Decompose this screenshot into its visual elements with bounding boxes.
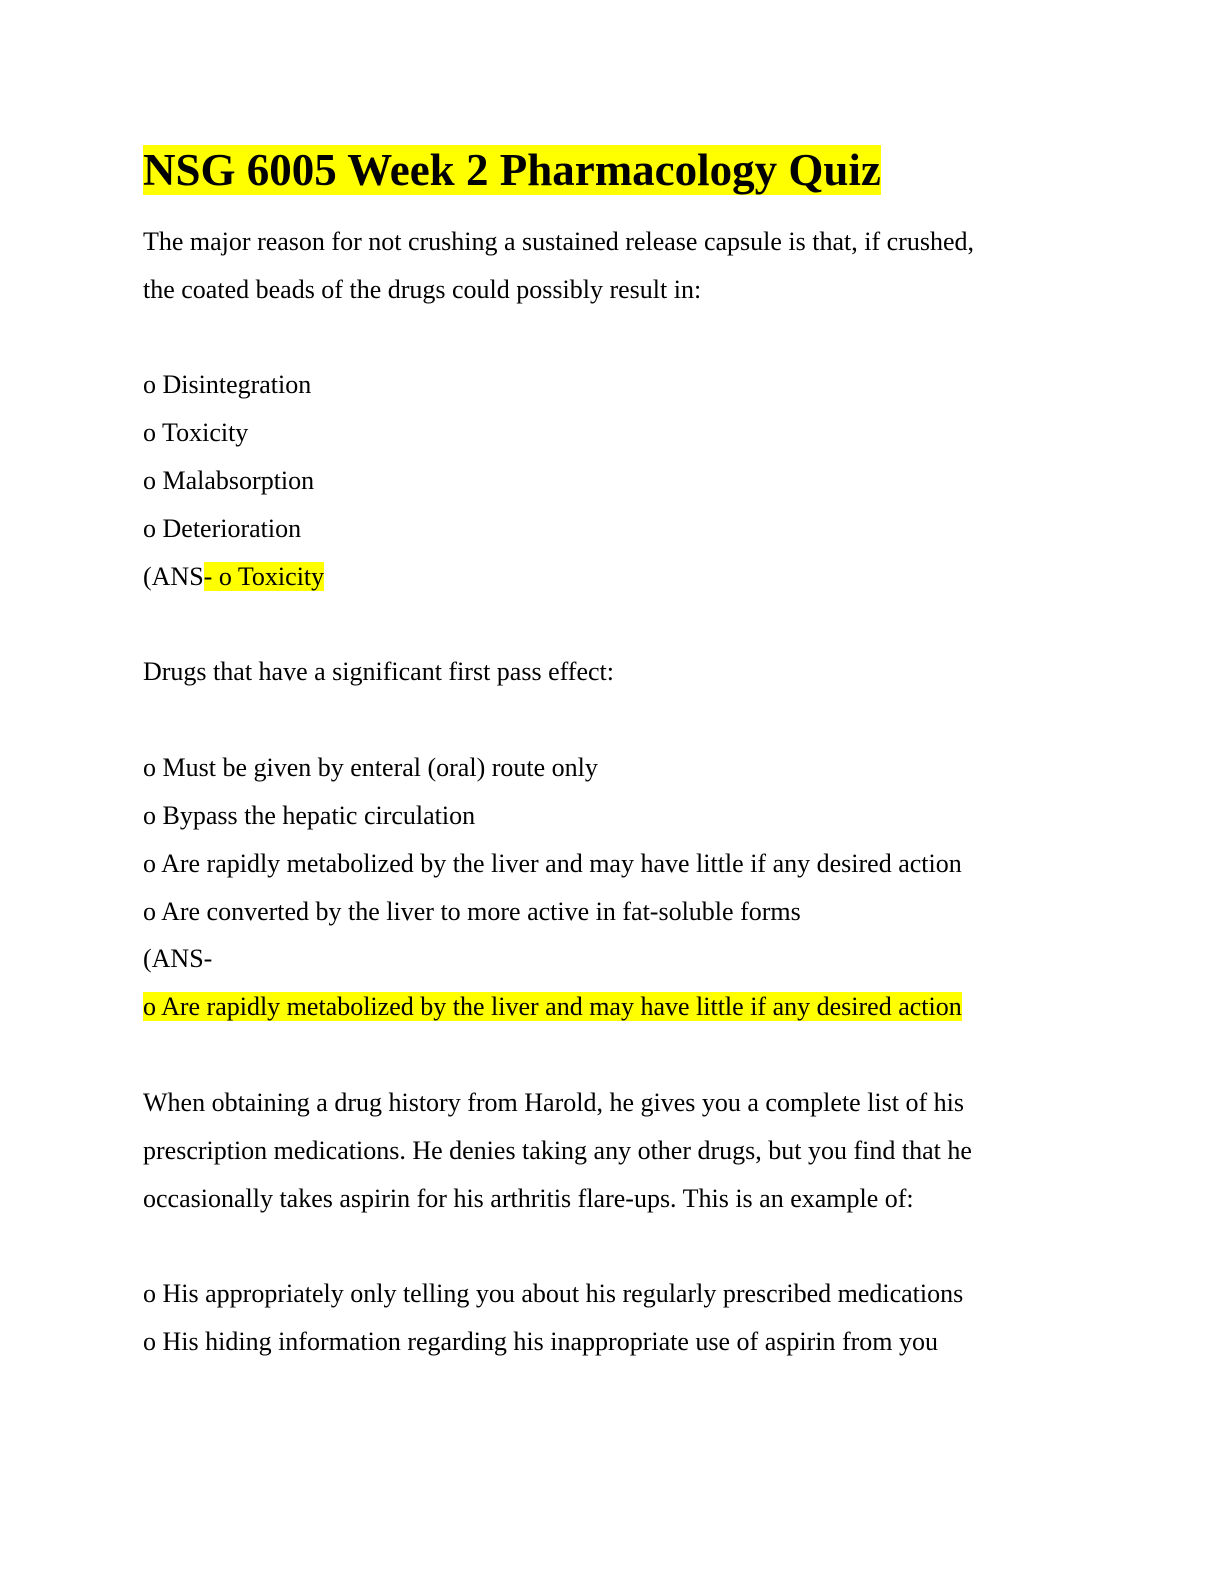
q2-answer xyxy=(143,990,962,1024)
q3-stem-line-3: occasionally takes aspirin for his arthritis flare-ups. This is an example of: xyxy=(143,1184,914,1213)
q2-option: o Are rapidly metabolized by the liver and may have little if any desired action xyxy=(143,849,962,878)
q1-answer xyxy=(143,560,324,594)
q1-option: o Deterioration xyxy=(143,514,302,543)
q1-stem-line-1: The major reason for not crushing a sustained release capsule is that, if crushed, xyxy=(143,227,974,256)
q1-option: o Malabsorption xyxy=(143,466,315,495)
q1-option: o Disintegration xyxy=(143,370,312,399)
q1-answer-highlight: - o Toxicity xyxy=(203,562,325,591)
q2-option: o Bypass the hepatic circulation xyxy=(143,801,476,830)
q2-answer-highlight: o Are rapidly metabolized by the liver and may have little if any desired action xyxy=(143,992,962,1021)
q2-option: o Are converted by the liver to more active in fat-soluble forms xyxy=(143,897,801,926)
q3-stem-line-1: When obtaining a drug history from Harold, he gives you a complete list of his xyxy=(143,1088,964,1117)
title-highlight: NSG 6005 Week 2 Pharmacology Quiz xyxy=(143,145,881,195)
q2-option: o Must be given by enteral (oral) route only xyxy=(143,753,598,782)
q2-answer-prefix: (ANS- xyxy=(143,944,213,973)
q3-option: o His hiding information regarding his inappropriate use of aspirin from you xyxy=(143,1327,939,1356)
q1-stem-line-2: the coated beads of the drugs could possibly result in: xyxy=(143,275,702,304)
q3-option: o His appropriately only telling you about his regularly prescribed medications xyxy=(143,1279,964,1308)
q3-stem-line-2: prescription medications. He denies taking any other drugs, but you find that he xyxy=(143,1136,972,1165)
q2-stem-line-1: Drugs that have a significant first pass effect: xyxy=(143,657,614,686)
page-title xyxy=(143,142,881,198)
q1-answer-prefix: (ANS xyxy=(143,562,204,591)
q1-option: o Toxicity xyxy=(143,418,249,447)
